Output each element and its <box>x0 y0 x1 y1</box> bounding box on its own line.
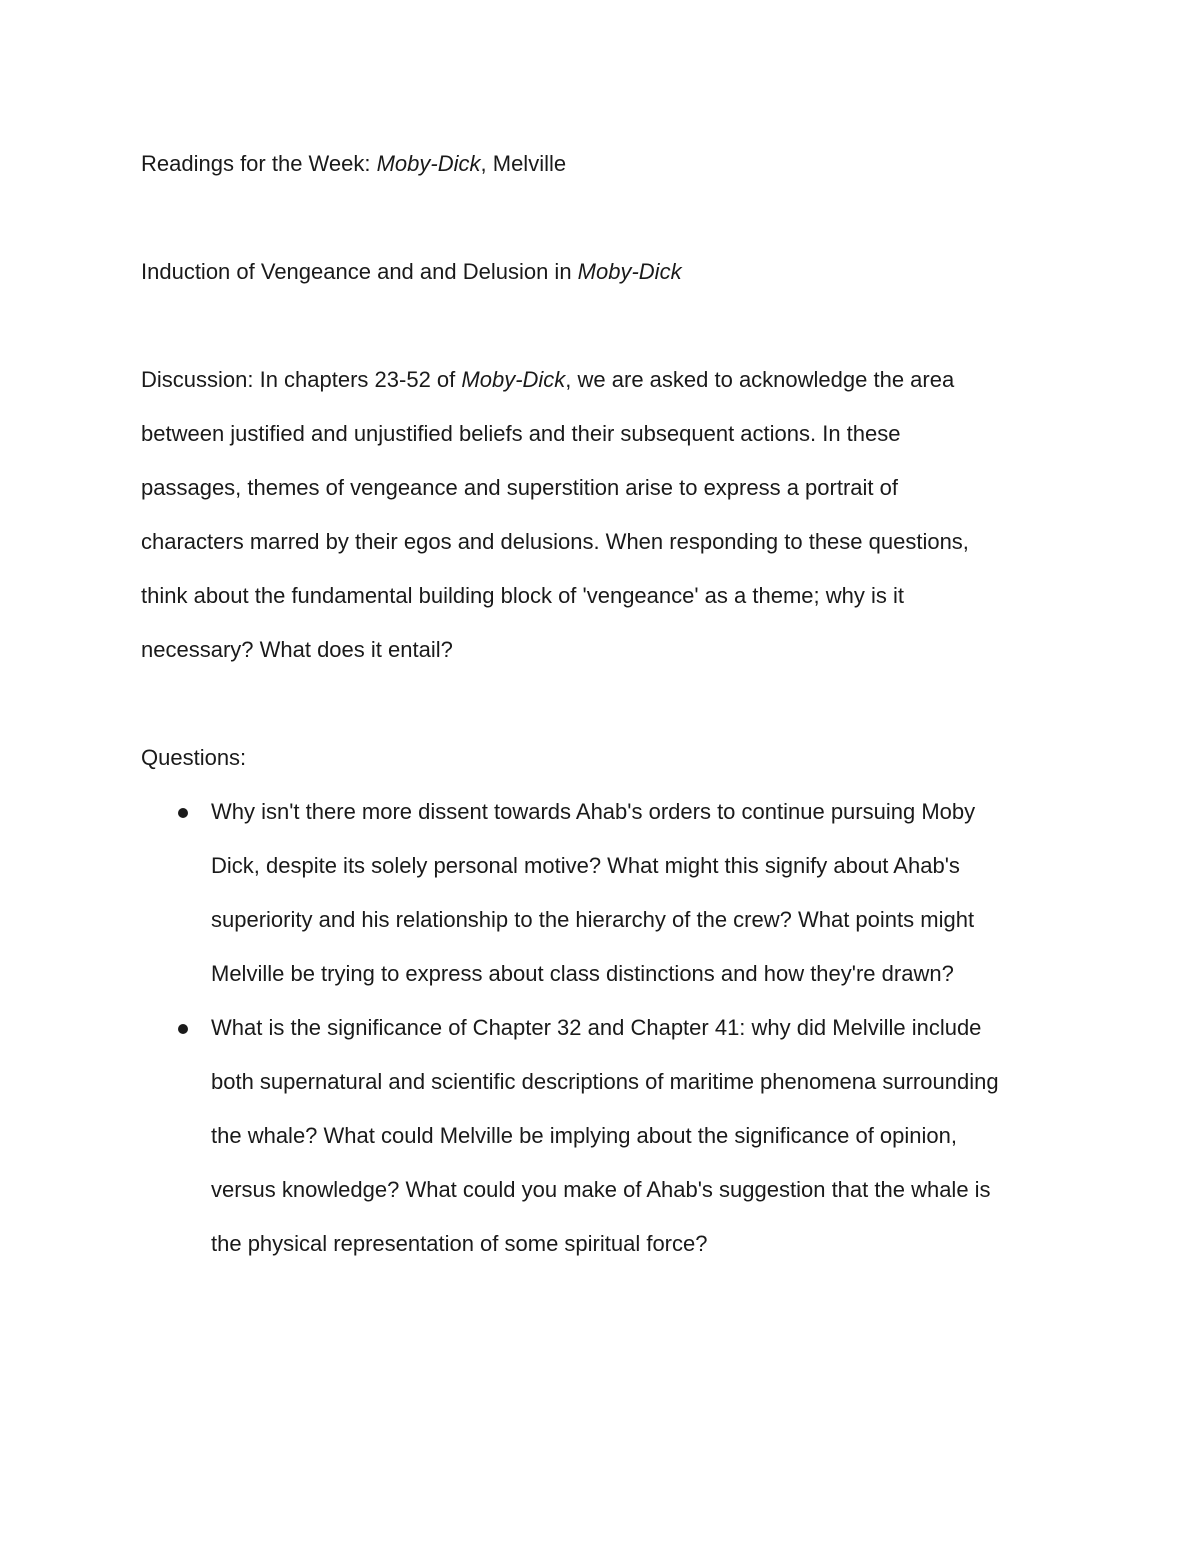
discussion-book-title: Moby-Dick <box>461 367 566 392</box>
readings-book-title: Moby-Dick <box>376 151 481 176</box>
question-item <box>141 1001 1071 1271</box>
question-line: Melville be trying to express about class distinctions and how they're drawn? <box>211 961 954 986</box>
document-body <box>141 137 1071 1271</box>
spacer <box>141 191 1071 245</box>
question-line: versus knowledge? What could you make of Ahab's suggestion that the whale is <box>211 1177 991 1202</box>
assignment-heading <box>141 245 1071 299</box>
spacer <box>141 299 1071 353</box>
question-line: superiority and his relationship to the hierarchy of the crew? What points might <box>211 907 975 932</box>
question-line: the whale? What could Melville be implying about the significance of opinion, <box>211 1123 957 1148</box>
discussion-line: characters marred by their egos and delusions. When responding to these questions, <box>141 529 969 554</box>
question-line: Dick, despite its solely personal motive? What might this signify about Ahab's <box>211 853 960 878</box>
discussion-line: necessary? What does it entail? <box>141 637 453 662</box>
discussion-line: think about the fundamental building block of 'vengeance' as a theme; why is it <box>141 583 904 608</box>
readings-prefix: Readings for the Week: <box>141 151 377 176</box>
heading-prefix: Induction of Vengeance and and Delusion in <box>141 259 578 284</box>
discussion-line <box>141 353 1071 407</box>
spacer <box>141 677 1071 731</box>
readings-line <box>141 137 1071 191</box>
readings-author: , Melville <box>480 151 567 176</box>
discussion-text: , we are asked to acknowledge the area <box>565 367 955 392</box>
question-item <box>141 785 1071 1001</box>
questions-list <box>141 785 1071 1271</box>
question-line: the physical representation of some spiritual force? <box>211 1231 708 1256</box>
heading-book-title: Moby-Dick <box>577 259 682 284</box>
discussion-line: between justified and unjustified beliefs and their subsequent actions. In these <box>141 421 901 446</box>
question-line: What is the significance of Chapter 32 and Chapter 41: why did Melville include <box>211 1015 982 1040</box>
questions-label: Questions: <box>141 745 247 770</box>
discussion-line: passages, themes of vengeance and superstition arise to express a portrait of <box>141 475 898 500</box>
question-line: both supernatural and scientific descriptions of maritime phenomena surrounding <box>211 1069 999 1094</box>
discussion-prefix: Discussion: In chapters 23-52 of <box>141 367 462 392</box>
question-line: Why isn't there more dissent towards Ahab's orders to continue pursuing Moby <box>211 799 976 824</box>
bullet-icon <box>178 1024 188 1034</box>
discussion-paragraph <box>141 353 1071 677</box>
bullet-icon <box>178 808 188 818</box>
